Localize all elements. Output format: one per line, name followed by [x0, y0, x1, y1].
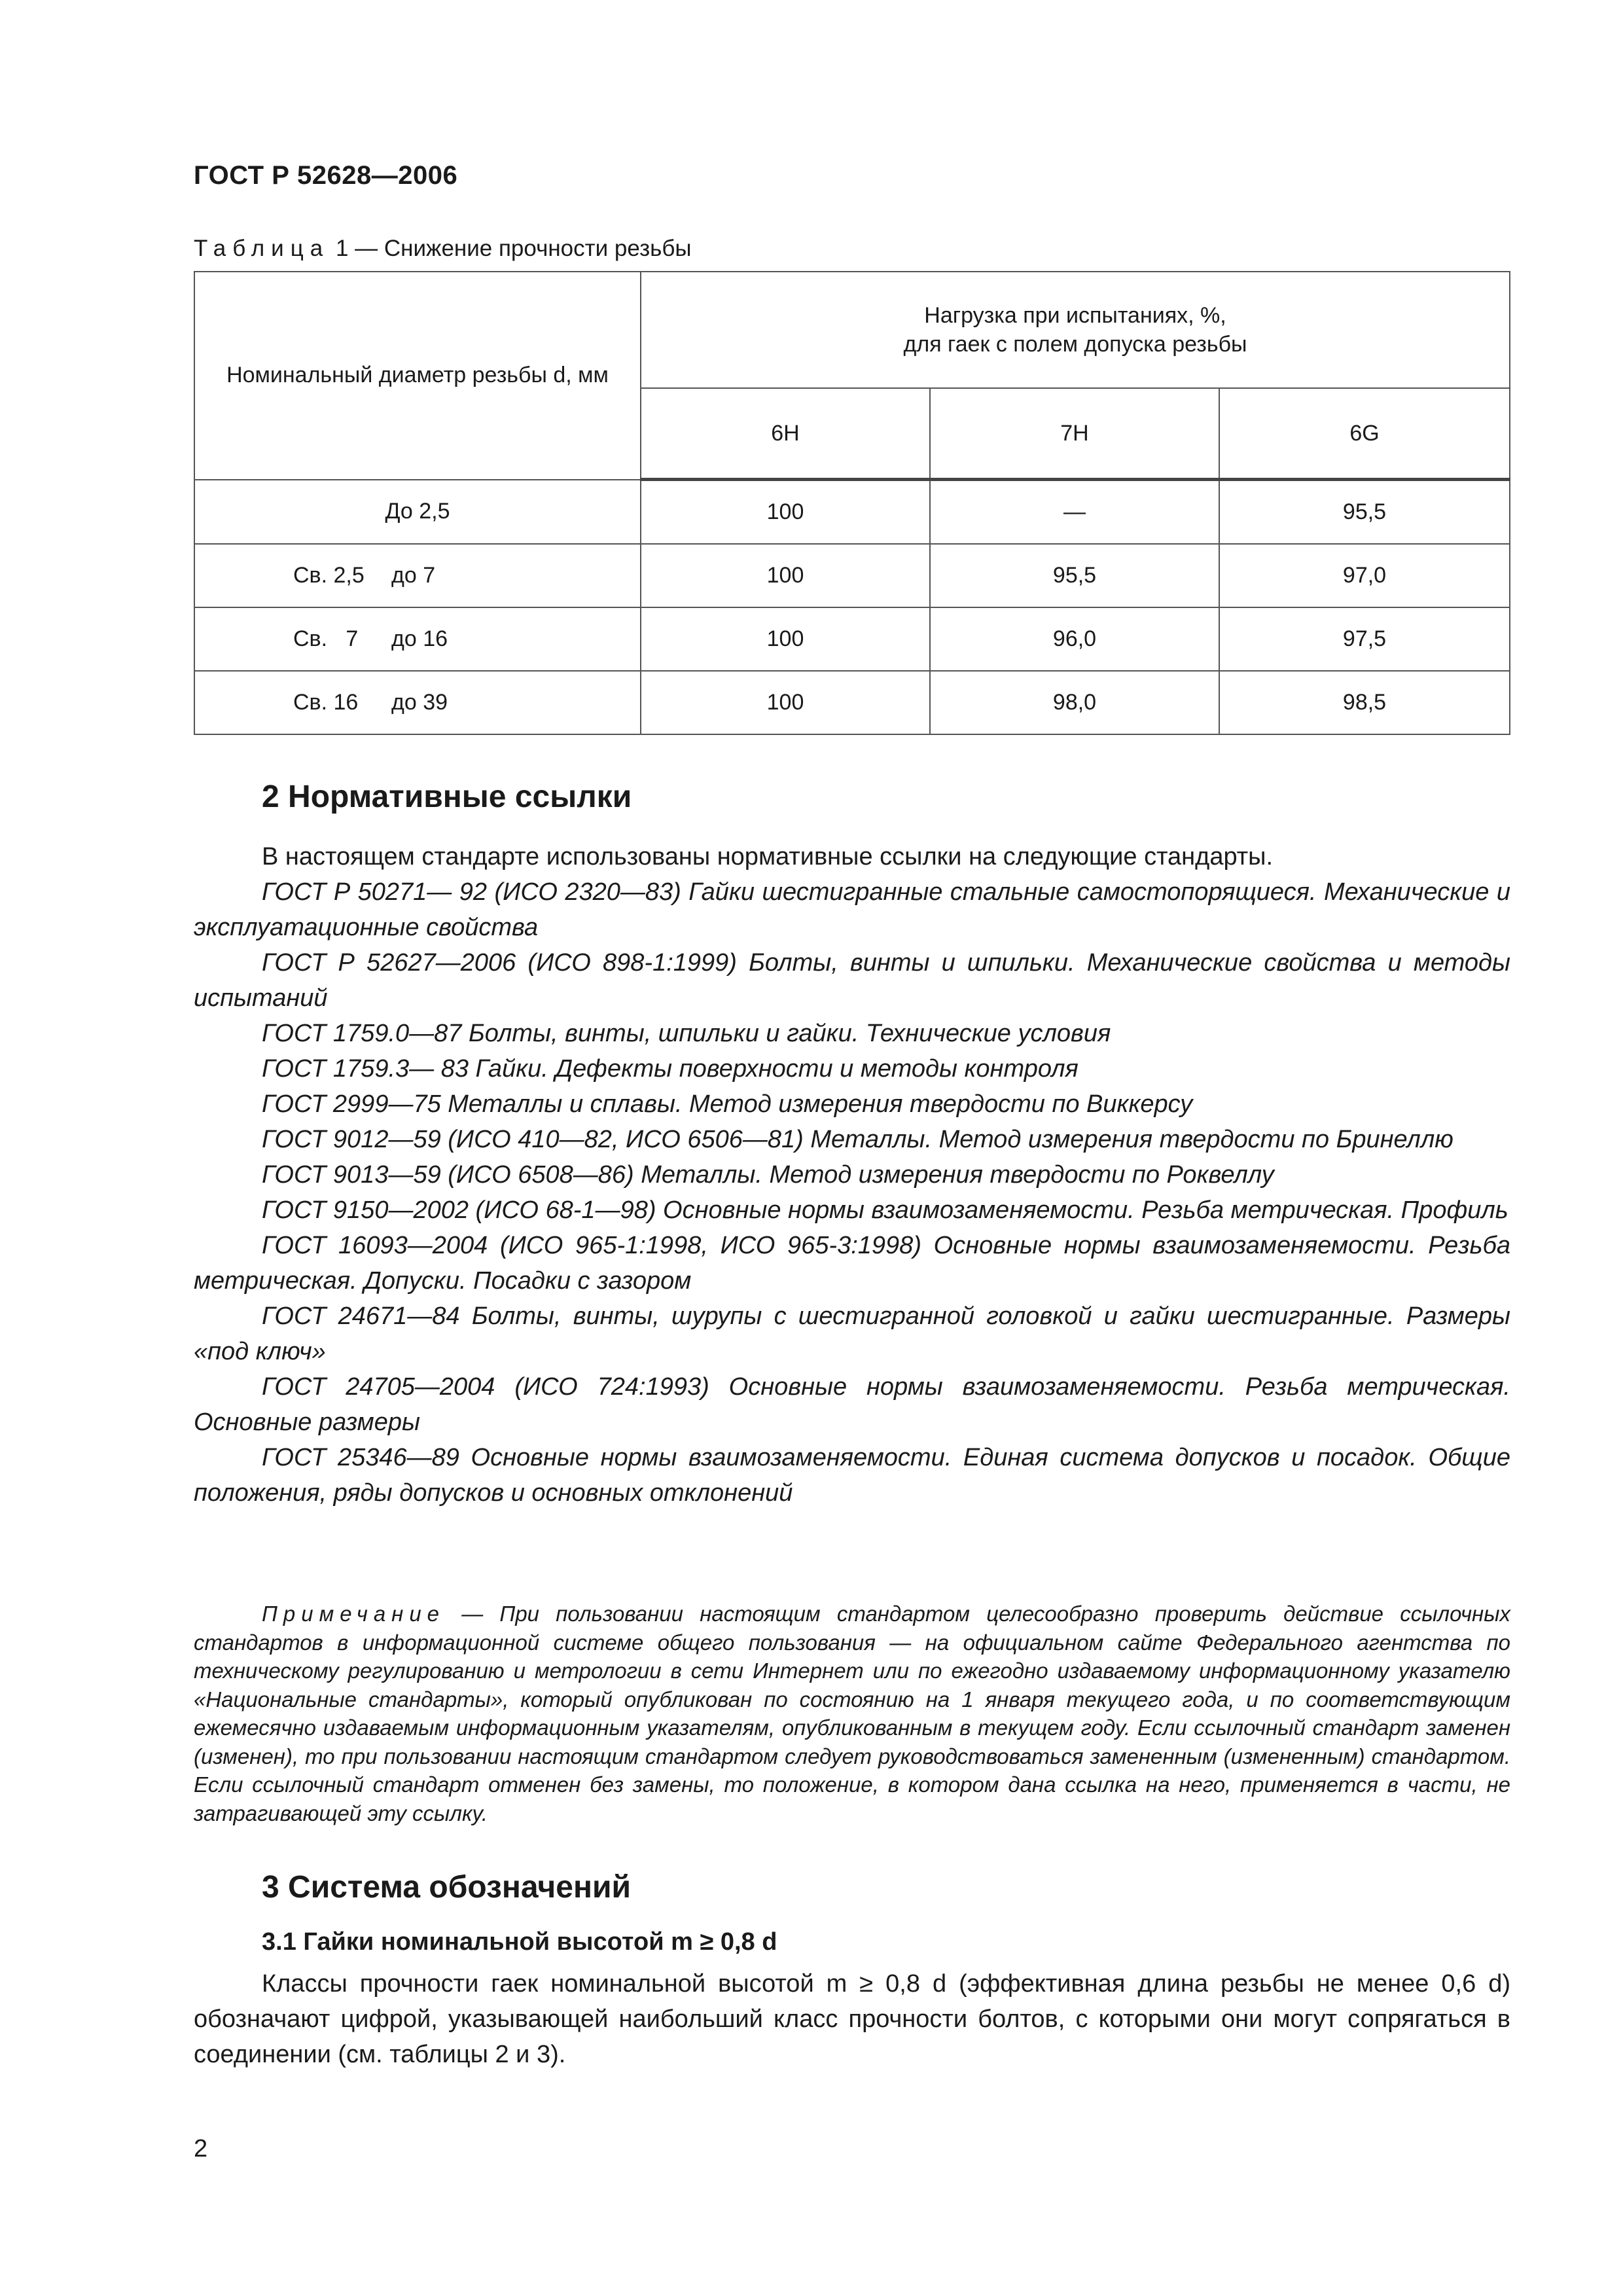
value-6g: 98,5 — [1219, 671, 1510, 734]
diameter-from: Св. 2,5 — [293, 563, 365, 588]
section-3-paragraph: Классы прочности гаек номинальной высотой m ≥ 0,8 d (эффективная длина резьбы не менее 0,6 d) обозначают цифрой, указывающей наибольший класс прочности болтов, с которыми они могут сопрягаться в соединении (см. таблицы 2 и 3). — [194, 1970, 1510, 2068]
table-caption — [194, 236, 692, 262]
value-7h: 95,5 — [930, 544, 1219, 607]
header-6g: 6G — [1219, 388, 1510, 480]
header-load-line1: Нагрузка при испытаниях, %, — [924, 303, 1226, 328]
diameter-cell — [194, 671, 641, 734]
reference-item: ГОСТ 9150—2002 (ИСО 68-1—98) Основные нормы взаимозаменяемости. Резьба метрическая. Профиль — [262, 1196, 1508, 1224]
references-intro: В настоящем стандарте использованы нормативные ссылки на следующие стандарты. — [262, 843, 1274, 870]
diameter-cell — [194, 480, 641, 545]
thread-strength-table — [194, 271, 1510, 735]
normative-references — [194, 839, 1510, 1511]
value-7h: — — [930, 480, 1219, 545]
value-6g: 95,5 — [1219, 480, 1510, 545]
header-load-line2: для гаек с полем допуска резьбы — [903, 332, 1247, 357]
diameter-cell — [194, 607, 641, 671]
value-6h: 100 — [641, 544, 930, 607]
value-6h: 100 — [641, 480, 930, 545]
reference-item: ГОСТ 1759.3— 83 Гайки. Дефекты поверхности и методы контроля — [262, 1055, 1079, 1083]
reference-item: ГОСТ Р 50271— 92 (ИСО 2320—83) Гайки шестигранные стальные самостопорящиеся. Механические и эксплуатационные свойства — [194, 878, 1510, 941]
header-load — [641, 272, 1510, 388]
table-row — [194, 607, 1510, 671]
references-note — [194, 1600, 1510, 1827]
value-7h: 98,0 — [930, 671, 1219, 734]
value-6g: 97,0 — [1219, 544, 1510, 607]
reference-item: ГОСТ 24671—84 Болты, винты, шурупы с шестигранной головкой и гайки шестигранные. Размеры «под ключ» — [194, 1302, 1510, 1365]
diameter-cell — [194, 544, 641, 607]
value-6h: 100 — [641, 607, 930, 671]
header-7h: 7H — [930, 388, 1219, 480]
table-caption-word: Таблица — [194, 236, 330, 261]
subsection-3-1-title: 3.1 Гайки номинальной высотой m ≥ 0,8 d — [262, 1928, 777, 1956]
value-6h: 100 — [641, 671, 930, 734]
reference-item: ГОСТ 25346—89 Основные нормы взаимозаменяемости. Единая система допусков и посадок. Общие положения, ряды допусков и основных отклонений — [194, 1444, 1510, 1507]
section-3-body — [194, 1966, 1510, 2072]
table-row — [194, 544, 1510, 607]
header-6h: 6H — [641, 388, 930, 480]
reference-item: ГОСТ 24705—2004 (ИСО 724:1993) Основные нормы взаимозаменяемости. Резьба метрическая. Основные размеры — [194, 1373, 1510, 1436]
diameter-from: Св. 7 — [293, 626, 359, 651]
diameter-to: до 7 — [391, 563, 436, 588]
header-diameter-label: Номинальный диаметр резьбы d, мм — [226, 363, 609, 388]
diameter-from: Св. 16 — [293, 690, 359, 715]
reference-item: ГОСТ 2999—75 Металлы и сплавы. Метод измерения твердости по Виккерсу — [262, 1090, 1193, 1118]
table-row — [194, 671, 1510, 734]
page-number: 2 — [194, 2135, 208, 2162]
section-3-title: 3 Система обозначений — [262, 1870, 631, 1905]
table-row — [194, 480, 1510, 545]
diameter-to: до 16 — [391, 626, 448, 651]
diameter-to: до 39 — [391, 690, 448, 715]
reference-item: ГОСТ 16093—2004 (ИСО 965-1:1998, ИСО 965-3:1998) Основные нормы взаимозаменяемости. Резьба метрическая. Допуски. Посадки с зазором — [194, 1232, 1510, 1295]
note-text: — При пользовании настоящим стандартом целесообразно проверить действие ссылочных стандартов в информационной системе общего пользования — на официальном сайте Федерального агентства по техническому регулированию и метрологии в сети Интернет или по ежегодно издаваемому информационному указателю «Национальные стандарты», который опубликован по состоянию на 1 января текущего года, и по соответствующим ежемесячно издаваемым информационным указателям, опубликованным в текущем году. Если ссылочный стандарт заменен (изменен), то при пользовании настоящим стандартом следует руководствоваться замененным (измененным) стандартом. Если ссылочный стандарт отменен без замены, то положение, в котором дана ссылка на него, применяется в части, не затрагивающей эту ссылку. — [194, 1602, 1510, 1825]
header-diameter — [194, 272, 641, 480]
value-6g: 97,5 — [1219, 607, 1510, 671]
section-2-title: 2 Нормативные ссылки — [262, 780, 632, 814]
value-7h: 96,0 — [930, 607, 1219, 671]
reference-item: ГОСТ 9013—59 (ИСО 6508—86) Металлы. Метод измерения твердости по Роквеллу — [262, 1161, 1274, 1189]
diameter-range: До 2,5 — [385, 499, 450, 524]
reference-item: ГОСТ 9012—59 (ИСО 410—82, ИСО 6506—81) Металлы. Метод измерения твердости по Бринеллю — [262, 1126, 1454, 1153]
document-code: ГОСТ Р 52628—2006 — [194, 161, 458, 190]
reference-item: ГОСТ Р 52627—2006 (ИСО 898-1:1999) Болты, винты и шпильки. Механические свойства и методы испытаний — [194, 949, 1510, 1012]
table-caption-title: 1 — Снижение прочности резьбы — [329, 236, 692, 261]
note-label: Примечание — [262, 1602, 446, 1626]
reference-item: ГОСТ 1759.0—87 Болты, винты, шпильки и гайки. Технические условия — [262, 1020, 1111, 1047]
